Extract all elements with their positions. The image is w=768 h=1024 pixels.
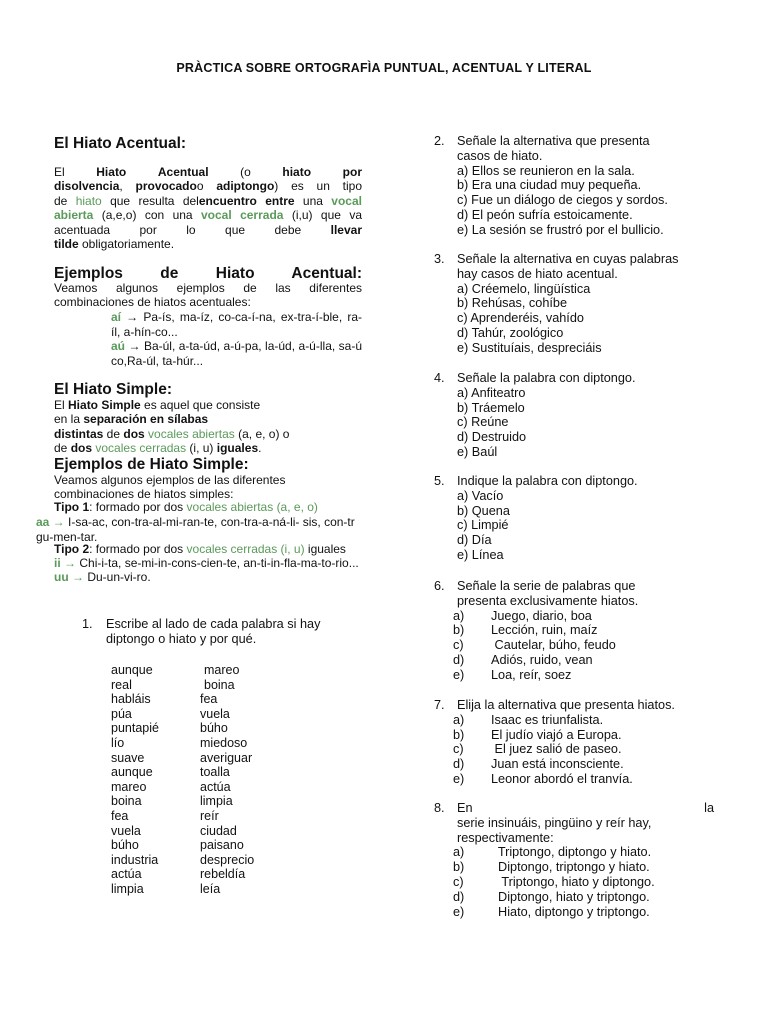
word-right: vuela [200,706,230,721]
word-row [111,736,254,751]
option-letter: b) [453,623,465,638]
option-letter: e) [453,904,465,919]
option-letter: b) [453,860,465,875]
option: d) El peón sufría estoicamente. [457,207,633,222]
option: a) Anfiteatro [457,385,526,400]
option-text: Diptongo, triptongo y hiato. [491,860,650,875]
option [453,609,714,624]
option-text: El juez salió de paseo. [491,742,622,757]
option: a) Vacío [457,488,504,503]
word-row [111,765,254,780]
option-text: Hiato, diptongo y triptongo. [491,904,650,919]
option-letter: d) [453,889,465,904]
word-right: ciudad [200,823,237,838]
word-left: aunque [111,663,153,677]
tipo1-line: Tipo 1: formado por dos vocales abiertas (a, e, o) [54,500,318,514]
word-right: mareo [204,663,240,677]
option-text: Juego, diario, boa [491,608,592,623]
option: b) Tráemelo [457,400,525,415]
document-title: PRÀCTICA SOBRE ORTOGRAFÌA PUNTUAL, ACENTUAL Y LITERAL [176,61,592,75]
word-left: fea [111,808,129,823]
example-uu: uu → Du-un-vi-ro. [54,570,151,584]
option [453,653,714,668]
word-left: real [111,677,132,692]
word-right: toalla [200,765,230,780]
option-letter: d) [453,652,465,667]
word-right: miedoso [200,735,248,750]
word-right: reír [200,808,219,823]
hiato-simple-definition: El Hiato Simple es aquel que consiste en la separación en sílabas distintas de dos vocales abiertas (a, e, o) o de dos vocales cerradas (i, u) iguales. [54,398,290,456]
word-left: púa [111,706,132,721]
word-row [111,780,254,795]
option [453,875,714,890]
option-letter: c) [453,742,464,757]
option-text: Triptongo, hiato y diptongo. [491,874,655,889]
question-8: 8. En la serie insinuáis, pingüino y reír hay, respectivamente: a) Triptongo, diptongo y hiato. b) Diptongo, triptongo y hiato. c) Triptongo, hiato y diptongo. d) Diptongo, hiato y triptongo. e) Hiato, diptongo y triptongo. [434,801,714,919]
option-letter: a) [453,845,465,860]
q7-options [434,713,714,787]
word-left: limpia [111,881,144,896]
option: d) Destruido [457,430,527,445]
q2-options [434,164,714,238]
option-letter: a) [453,608,465,623]
word-left: vuela [111,823,141,838]
option: d) Tahúr, zoológico [457,325,564,340]
word-row [111,678,254,693]
option: b) Quena [457,503,510,518]
option [453,638,714,653]
option-letter: a) [453,712,465,727]
option [453,728,714,743]
question-2: 2. Señale la alternativa que presenta casos de hiato. a) Ellos se reunieron en la sala. b) Era una ciudad muy pequeña. c) Fue un diálogo de ciegos y sordos. d) El peón sufría estoicamente. e) La sesión se frustró por el bullicio. [434,134,714,238]
option: a) Créemelo, lingüística [457,281,591,296]
option [453,772,714,787]
word-row [111,853,254,868]
question-5: 5. Indique la palabra con diptongo. a) Vacío b) Quena c) Limpié d) Día e) Línea [434,474,714,563]
word-left: puntapié [111,721,159,736]
word-row [111,838,254,853]
question-3: 3. Señale la alternativa en cuyas palabras hay casos de hiato acentual. a) Créemelo, lingüística b) Rehúsas, cohíbe c) Aprenderéis, vahído d) Tahúr, zoológico e) Sustituíais, despreciáis [434,252,714,356]
ejemplos-simple-heading: Ejemplos de Hiato Simple: [54,456,249,473]
word-row [111,867,254,882]
hiato-simple-heading: El Hiato Simple: [54,381,172,398]
word-left: aunque [111,765,153,780]
q6-options [434,609,714,683]
option [453,890,714,905]
word-right: rebeldía [200,867,246,882]
ejemplos-acentual-intro: Veamos algunos ejemplos de las diferentes combinaciones de hiatos acentuales: [54,281,362,310]
word-left: habláis [111,692,151,707]
word-row [111,882,254,897]
word-left: actúa [111,867,142,882]
exercise-1: 1. Escribe al lado de cada palabra si hay diptongo o hiato y por qué. [82,617,321,646]
word-row [111,707,254,722]
example-ai: aí → Pa-ís, ma-íz, co-ca-í-na, ex-tra-í-ble, ra- íl, a-hín-co... [111,310,362,339]
ejemplos-simple-intro: Veamos algunos ejemplos de las diferentes combinaciones de hiatos simples: [54,473,286,502]
q4-options [434,386,714,460]
option [453,860,714,875]
word-right: desprecio [200,852,255,867]
hiato-acentual-definition: El Hiato Acentual (o hiato por disolvencia, provocadoo adiptongo) es un tipo de hiato que resulta delencuentro entre una vocal abierta (a,e,o) con una vocal cerrada (i,u) que va acentuada por lo que debe llevar tilde obligatoriamente. [54,165,363,252]
example-ii: ii → Chi-i-ta, se-mi-in-cons-cien-te, an-ti-in-fla-ma-to-rio... [54,556,359,570]
question-4: 4. Señale la palabra con diptongo. a) Anfiteatro b) Tráemelo c) Reúne d) Destruido e) Baúl [434,371,714,460]
word-right: limpia [200,794,233,809]
word-left: mareo [111,779,147,794]
option-letter: b) [453,727,465,742]
word-row [111,751,254,766]
option [453,757,714,772]
option: b) Era una ciudad muy pequeña. [457,178,642,193]
option [453,668,714,683]
word-list [111,663,254,897]
q8-options [434,845,714,919]
q5-options [434,489,714,563]
option-letter: e) [453,667,465,682]
word-right: paisano [200,838,244,853]
question-6: 6. Señale la serie de palabras que presenta exclusivamente hiatos. a) Juego, diario, boa b) Lección, ruin, maíz c) Cautelar, búho, feudo d) Adiós, ruido, vean e) Loa, reír, soez [434,579,714,683]
word-row [111,824,254,839]
option [453,905,714,920]
option-text: Leonor abordó el tranvía. [491,771,633,786]
word-right: fea [200,692,218,707]
option: a) Ellos se reunieron en la sala. [457,163,635,178]
option-letter: c) [453,874,464,889]
word-row [111,809,254,824]
q3-options [434,282,714,356]
option [453,742,714,757]
option: d) Día [457,533,492,548]
word-left: boina [111,794,142,809]
example-au: aú → Ba-úl, a-ta-úd, a-ú-pa, la-úd, a-ú-lla, sa-ú co,Ra-úl, ta-húr... [111,339,362,368]
word-row [111,794,254,809]
option-text: Isaac es triunfalista. [491,712,604,727]
tipo2-line: Tipo 2: formado por dos vocales cerradas (i, u) iguales [54,542,346,556]
word-right: averiguar [200,750,253,765]
word-right: búho [200,721,228,736]
word-left: lío [111,735,125,750]
option: c) Aprenderéis, vahído [457,311,584,326]
hiato-acentual-heading: El Hiato Acentual: [54,135,187,152]
option: e) Baúl [457,444,498,459]
option-text: Adiós, ruido, vean [491,652,593,667]
word-right: actúa [200,779,231,794]
option-text: Juan está inconsciente. [491,757,624,772]
option [453,623,714,638]
word-right: boina [204,677,235,692]
option: c) Fue un diálogo de ciegos y sordos. [457,193,668,208]
option-letter: c) [453,638,464,653]
option-text: Lección, ruin, maíz [491,623,598,638]
word-left: industria [111,852,159,867]
option-letter: e) [453,771,465,786]
option-text: Loa, reír, soez [491,667,572,682]
word-row [111,721,254,736]
option: e) Sustituíais, despreciáis [457,340,602,355]
option: e) Línea [457,547,504,562]
word-row [111,663,254,678]
option-text: El judío viajó a Europa. [491,727,622,742]
option: c) Reúne [457,415,509,430]
option-text: Cautelar, búho, feudo [491,638,616,653]
word-left: búho [111,838,139,853]
option: c) Limpié [457,518,509,533]
option [453,845,714,860]
option-text: Triptongo, diptongo y hiato. [491,845,652,860]
example-aa: aa → I-sa-ac, con-tra-al-mi-ran-te, con-tra-a-ná-li- sis, con-tr gu-men-tar. [36,515,355,544]
option: b) Rehúsas, cohíbe [457,296,568,311]
option-text: Diptongo, hiato y triptongo. [491,889,650,904]
option [453,713,714,728]
word-row [111,692,254,707]
question-7: 7. Elija la alternativa que presenta hiatos. a) Isaac es triunfalista. b) El judío viajó a Europa. c) El juez salió de paseo. d) Juan está inconsciente. e) Leonor abordó el tranvía. [434,698,714,787]
option-letter: d) [453,757,465,772]
option: e) La sesión se frustró por el bullicio. [457,222,664,237]
word-left: suave [111,750,145,765]
word-right: leía [200,881,221,896]
ejemplos-acentual-heading: Ejemplos de Hiato Acentual: [54,265,362,282]
